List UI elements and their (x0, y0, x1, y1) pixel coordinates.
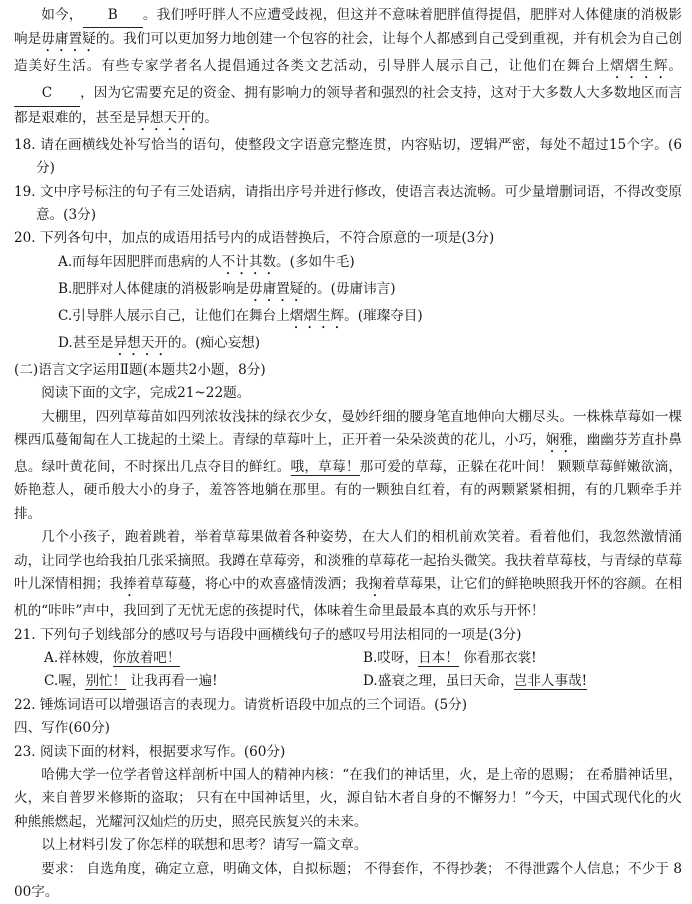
q21-options-row-2 (14, 670, 682, 693)
blank-c: C (14, 82, 80, 106)
q21-options-row-1 (14, 647, 682, 670)
text: D.甚至是 (58, 334, 114, 351)
writing-requirements: 要求： 自选角度，确定立意，明确文体，自拟标题； 不得套作，不得抄袭； 不得泄露个人信息；不少于 800字。 (14, 860, 682, 900)
underlined-sentence: 哦，草莓！ (290, 459, 360, 476)
passage-b-p1 (14, 406, 682, 527)
text: 如今， (41, 7, 83, 23)
text: ，幽幽芬芳直扑鼻息。绿叶黄花间，不时探出几点夺目的鲜红。 (14, 432, 683, 476)
text: 着草莓蔓，将心中的欢喜盛情泼洒；我 (136, 576, 369, 593)
underlined-text: 岂非人事哉! (513, 673, 588, 690)
text: 大棚里，四列草莓苗如四列浓妆浅抹的绿衣少女，曼妙纤细的腰身笔直地伸向大棚尽头。一株株草莓如一棵棵西瓜蔓匍匐在人工拢起的土梁上。青绿的草莓叶上，正开着一朵朵淡黄的花儿，小巧， (14, 408, 682, 449)
text: ，因为它需要充足的资金、拥有影响力的领导者和强烈的社会支持，这对于大多数人大多数地区而言都是艰难的，甚至是 (14, 85, 682, 126)
question-21-stem: 21. 下列句子划线部分的感叹号与语段中画横线句子的感叹号用法相同的一项是(3分) (14, 626, 522, 643)
reading-instruction: 阅读下面的文字，完成21~22题。 (41, 385, 251, 402)
text: 的。(痴心妄想) (167, 334, 261, 351)
q20-option-a (14, 251, 682, 278)
dotted-idiom: 毋庸置疑 (41, 31, 96, 48)
question-22: 22. 锤炼词语可以增强语言的表现力。请赏析语段中加点的三个词语。(5分) (14, 696, 468, 713)
text: 的。(毋庸讳言) (303, 280, 396, 297)
writing-prompt: 以上材料引发了你怎样的联想和思考？请写一篇文章。 (41, 837, 368, 854)
text: 让我再看一遍! (126, 673, 218, 690)
text: A.而每年因肥胖而患病的人 (58, 253, 222, 270)
q20-option-b (14, 278, 682, 305)
dotted-idiom: 异想天开 (113, 334, 168, 351)
text: 几个小孩子，跑着跳着，举着草莓果做着各种姿势，在大人们的相机前欢笑着。看着他们，我忽然激情涌动，让同学也给我拍几张采摘照。我蹲在草莓旁，和淡雅的草莓花一起抬头微笑。我扶着草莓枝，与青绿的草莓叶儿深情相拥；我 (14, 529, 682, 593)
q20-option-d (14, 332, 682, 359)
question-23: 23. 阅读下面的材料，根据要求写作。(60分) (14, 743, 286, 760)
text: A.祥林嫂， (44, 649, 113, 666)
dotted-idiom: 毋庸置疑 (249, 280, 304, 297)
text: D.盛衰之理，虽曰天命， (363, 673, 514, 690)
dotted-idiom: 异想天开 (136, 109, 191, 126)
underlined-text: 你放着吧！ (112, 649, 181, 666)
blank-b: B (83, 4, 143, 28)
dotted-idiom: 熠熠生辉 (289, 307, 345, 324)
text: 的。 (190, 109, 218, 126)
question-20-stem: 20. 下列各句中，加点的成语用括号内的成语替换后，不符合原意的一项是(3分) (14, 230, 495, 247)
question-19: 19. 文中序号标注的句子有三处语病，请指出序号并进行修改，使语言表达流畅。可少量增删词语，不得改变原意。(3分) (14, 183, 682, 224)
dotted-word: 掬 (368, 576, 383, 593)
text: 着草莓果，让它们的鲜艳映照我开怀的容颜。在相机的“咔咔”声中，我回到了无忧无虑的孩提时代，体味着生命里最最本真的欢乐与开怀！ (14, 576, 683, 620)
question-18: 18. 请在画横线处补写恰当的语句，使整段文字语意完整连贯，内容贴切，逻辑严密，每处不超过15个字。(6分) (14, 136, 682, 177)
q21-option-d (363, 670, 682, 693)
dotted-idiom: 熠熠生辉 (610, 58, 669, 75)
section-heading-writing: 四、写作(60分) (14, 720, 110, 737)
text: 。 (668, 58, 682, 75)
text: B.哎呀， (363, 649, 419, 666)
text: C.喔， (44, 673, 86, 690)
dotted-word: 娴雅 (545, 432, 573, 449)
text: 那可爱的草莓，正躲在花叶间！ 颗颗草莓鲜嫩欲滴，娇艳惹人，硬币般大小的身子，羞答答地躺在那里。有的一颗独自红着，有的两颗紧紧相拥，有的几颗牵手并排。 (14, 459, 683, 522)
text: 你看那衣裳! (458, 649, 537, 666)
dotted-idiom: 不计其数 (221, 253, 277, 270)
dotted-word: 捧 (123, 576, 137, 593)
writing-material: 哈佛大学一位学者曾这样剖析中国人的精神内核：“在我们的神话里，火，是上帝的恩赐； 在希腊神话里，火，来自普罗米修斯的盗取； 只有在中国神话里，火，源自钻木者自身的不懈努力！”今天，中国式现代化的火种熊熊燃起，光耀河汉灿烂的历史，照亮民族复兴的未来。 (14, 766, 682, 830)
passage-b-p2 (14, 526, 682, 623)
text: C.引导胖人展示自己，让他们在舞台上 (58, 307, 290, 324)
q21-option-c (44, 670, 363, 693)
text: 的。我们可以更加努力地创建一个包容的社会，让每个人都感到自己受到重视，并有机会为自己创造美好生活。有些专家学者名人提倡通过各类文艺活动，引导胖人展示自己，让他们在舞台上 (14, 31, 683, 75)
text: B.肥胖对人体健康的消极影响是 (58, 280, 250, 297)
text: 。我们呼吁胖人不应遭受歧视，但这并不意味着肥胖值得提倡，肥胖对人体健康的消极影响是 (14, 7, 683, 48)
text: 。(多如牛毛) (276, 253, 355, 270)
underlined-text: 日本！ (418, 649, 459, 666)
text: 。(璀璨夺目) (344, 307, 423, 324)
passage-a (14, 4, 682, 134)
q21-option-b (363, 647, 682, 670)
q21-option-a (44, 647, 363, 670)
section-heading: (二)语言文字运用Ⅱ题(本题共2小题，8分) (14, 361, 266, 378)
underlined-text: 别忙！ (85, 673, 127, 690)
q20-option-c (14, 305, 682, 332)
